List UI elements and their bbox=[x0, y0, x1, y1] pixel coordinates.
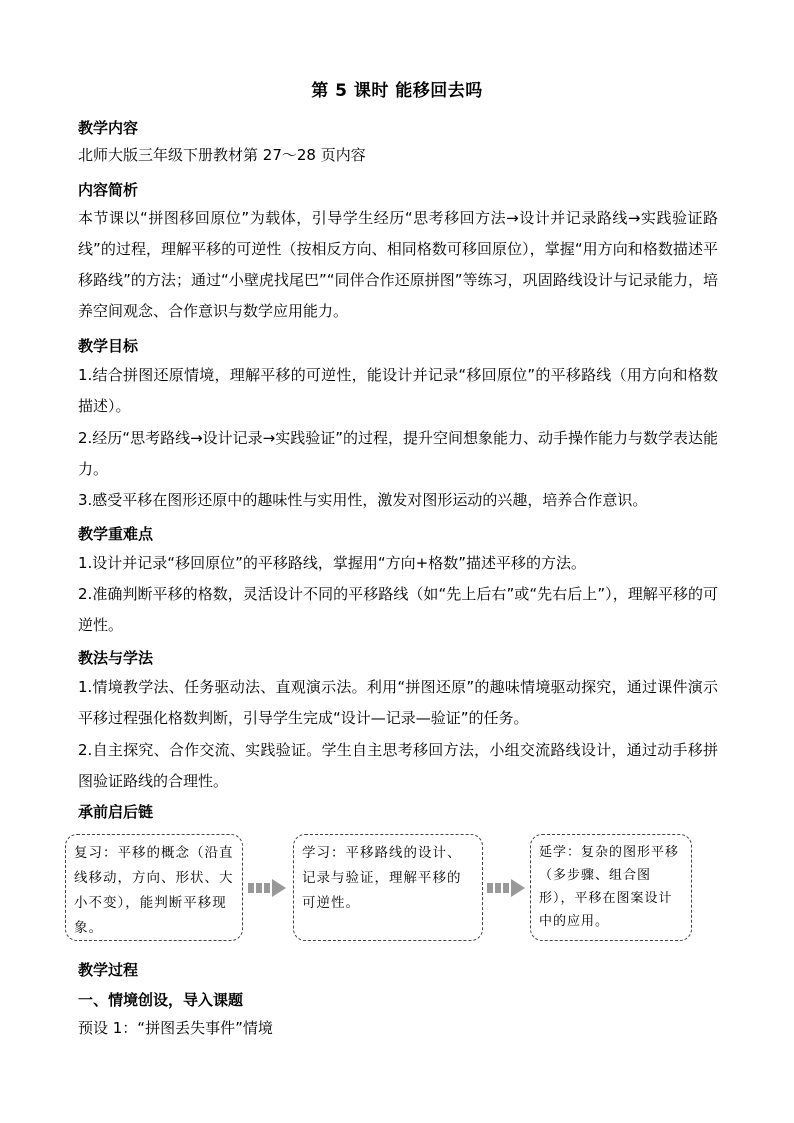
heading-key-points: 教学重难点 bbox=[78, 525, 154, 543]
heading-teaching-content: 教学内容 bbox=[78, 119, 139, 137]
key-item-2: 2.准确判断平移的格数，灵活设计不同的平移路线（如“先上后右”或“先右后上”），理解平移的可逆性。 bbox=[78, 585, 718, 634]
chain-arrow-2-icon bbox=[487, 879, 529, 897]
key-item-1: 1.设计并记录“移回原位”的平移路线，掌握用“方向+格数”描述平移的方法。 bbox=[78, 554, 586, 572]
heading-teaching-process: 教学过程 bbox=[78, 961, 139, 979]
content-brief-text: 本节课以“拼图移回原位”为载体，引导学生经历“思考移回方法→设计并记录路线→实践验证路线”的过程，理解平移的可逆性（按相反方向、相同格数可移回原位），掌握“用方向和格数描述平移路线”的方法；通过“小壁虎找尾巴”“同伴合作还原拼图”等练习，巩固路线设计与记录能力，培养空间观念、合作意识与数学应用能力。 bbox=[78, 209, 718, 320]
chain-arrow-1-icon bbox=[248, 879, 290, 897]
lesson-title: 第 5 课时 能移回去吗 bbox=[311, 81, 483, 101]
heading-methods: 教法与学法 bbox=[78, 649, 154, 667]
teaching-content-text: 北师大版三年级下册教材第 27～28 页内容 bbox=[78, 146, 366, 164]
method-item-1: 1.情境教学法、任务驱动法、直观演示法。利用“拼图还原”的趣味情境驱动探究，通过课件演示平移过程强化格数判断，引导学生完成“设计—记录—验证”的任务。 bbox=[78, 678, 718, 727]
chain-box-learn: 学习：平移路线的设计、记录与验证，理解平移的可逆性。 bbox=[293, 834, 483, 941]
goal-item-3: 3.感受平移在图形还原中的趣味性与实用性，激发对图形运动的兴趣，培养合作意识。 bbox=[78, 491, 648, 509]
heading-connection-chain: 承前启后链 bbox=[78, 803, 154, 821]
chain-box-extend: 延学：复杂的图形平移（多步骤、组合图形），平移在图案设计中的应用。 bbox=[530, 834, 692, 941]
preset-line-1: 预设 1：“拼图丢失事件”情境 bbox=[78, 1019, 273, 1037]
heading-teaching-goals: 教学目标 bbox=[78, 337, 139, 355]
heading-content-brief: 内容简析 bbox=[78, 181, 139, 199]
sub-heading-situation: 一、情境创设，导入课题 bbox=[78, 991, 244, 1009]
method-item-2: 2.自主探究、合作交流、实践验证。学生自主思考移回方法，小组交流路线设计，通过动手移拼图验证路线的合理性。 bbox=[78, 741, 718, 790]
goal-item-1: 1.结合拼图还原情境，理解平移的可逆性，能设计并记录“移回原位”的平移路线（用方向和格数描述）。 bbox=[78, 366, 718, 415]
chain-box-review: 复习：平移的概念（沿直线移动，方向、形状、大小不变），能判断平移现象。 bbox=[65, 834, 243, 941]
goal-item-2: 2.经历“思考路线→设计记录→实践验证”的过程，提升空间想象能力、动手操作能力与数学表达能力。 bbox=[78, 429, 718, 478]
